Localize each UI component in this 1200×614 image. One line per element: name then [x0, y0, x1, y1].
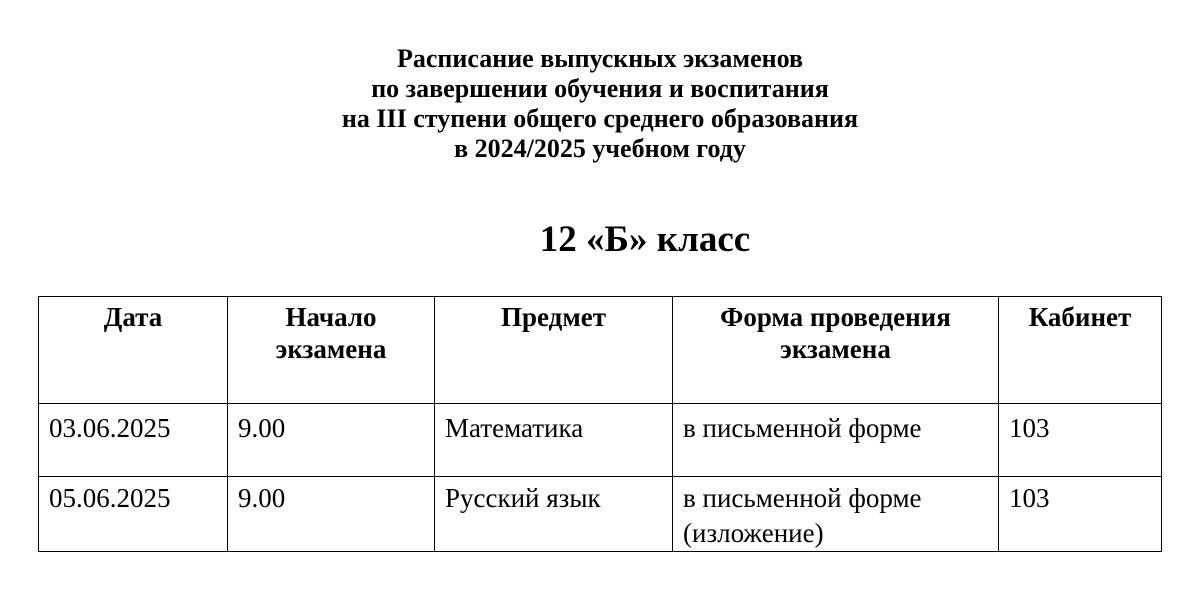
heading-line-3: на III ступени общего среднего образования: [341, 104, 859, 133]
heading-line-4: в 2024/2025 учебном году: [454, 134, 746, 163]
header-room: Кабинет: [999, 297, 1162, 404]
cell-start-time: 9.00: [228, 477, 435, 552]
document-heading: [0, 44, 1200, 164]
cell-exam-form: в письменной форме: [673, 404, 999, 477]
cell-room: 103: [999, 404, 1162, 477]
heading-line-2: по завершении обучения и воспитания: [371, 74, 829, 103]
cell-exam-form: в письменной форме (изложение): [673, 477, 999, 552]
header-exam-form: Форма проведения экзамена: [673, 297, 999, 404]
header-subject: Предмет: [435, 297, 673, 404]
exam-schedule-table: [38, 296, 1162, 552]
header-date: Дата: [39, 297, 228, 404]
cell-room: 103: [999, 477, 1162, 552]
cell-date: 05.06.2025: [39, 477, 228, 552]
table-header-row: [39, 297, 1162, 404]
cell-subject: Математика: [435, 404, 673, 477]
cell-subject: Русский язык: [435, 477, 673, 552]
heading-line-1: Расписание выпускных экзаменов: [396, 44, 803, 73]
cell-start-time: 9.00: [228, 404, 435, 477]
class-title: 12 «Б» класс: [539, 219, 751, 260]
cell-date: 03.06.2025: [39, 404, 228, 477]
table-row: [39, 477, 1162, 552]
header-start-time: Начало экзамена: [228, 297, 435, 404]
table-row: [39, 404, 1162, 477]
